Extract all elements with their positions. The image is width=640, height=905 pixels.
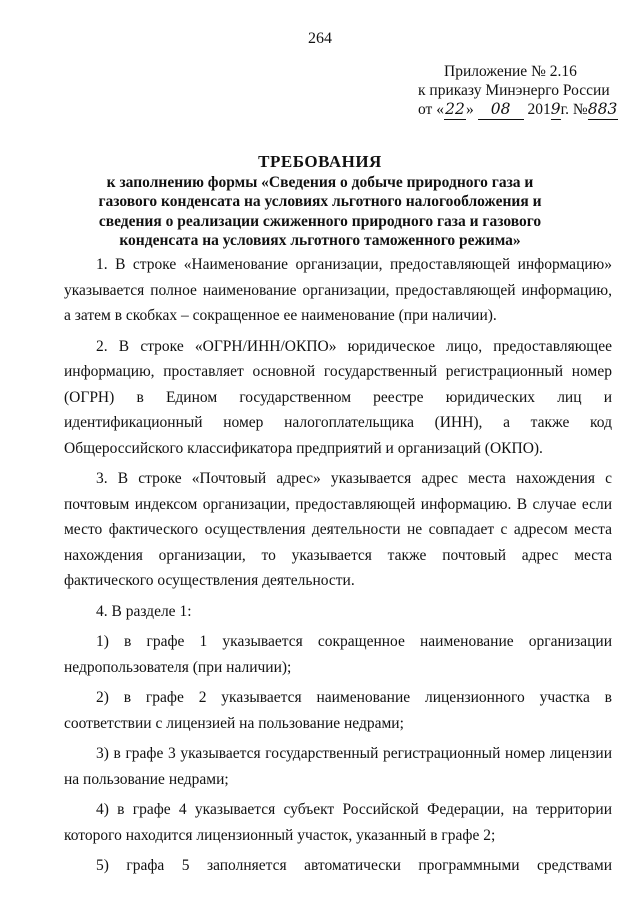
paragraph-2: 2. В строке «ОГРН/ИНН/ОКПО» юридическое лицо, предоставляющее информацию, проставляет основной государственный регистрационный номер (ОГРН) в Едином государственном реестре юридических лиц и идентификационный номер налогоплательщика (ИНН), а также код Общероссийского классификатора предприятий и организаций (ОКПО). [64, 337, 612, 457]
document-body [64, 252, 612, 884]
date-day-handwritten: 22 [445, 100, 465, 118]
paragraph-3: 3. В строке «Почтовый адрес» указывается адрес места нахождения с почтовым индексом организации, предоставляющей информацию. В случае если место фактического осуществления деятельности не совпадает с адресом места нахождения организации, то указывается также почтовый адрес места фактического осуществления деятельности. [64, 470, 612, 589]
date-year-prefix: 201 [527, 101, 551, 118]
paragraph-4: 4. В разделе 1: [96, 602, 192, 620]
heading-subtitle: к заполнению формы «Сведения о добыче природного газа и газового конденсата на условиях льготного налогообложения и сведения о реализации сжиженного природного газа и газового конденсата на условиях льготного таможенного режима» [98, 173, 542, 249]
document-heading [90, 152, 550, 251]
date-mid: » [465, 101, 474, 118]
paragraph-4-item-5: 5) графа 5 заполняется автоматически программными средствами [96, 857, 612, 874]
appendix-block [418, 62, 628, 120]
date-year-handwritten: 9 [550, 100, 561, 118]
paragraph-4-item-4: 4) в графе 4 указывается субъект Российской Федерации, на территории которого находится лицензионный участок, указанный в графе 2; [64, 801, 612, 844]
paragraph-4-item-3: 3) в графе 3 указывается государственный регистрационный номер лицензии на пользование недрами; [64, 745, 612, 788]
date-month-handwritten: 08 [478, 100, 524, 120]
appendix-line-2: к приказу Минэнерго России [418, 82, 610, 99]
page-number: 264 [308, 30, 332, 47]
paragraph-4-item-2: 2) в графе 2 указывается наименование лицензионного участка в соответствии с лицензией на пользование недрами; [64, 689, 612, 732]
appendix-date-line [418, 100, 628, 120]
paragraph-4-item-1: 1) в графе 1 указывается сокращенное наименование организации недропользователя (при наличии); [64, 633, 612, 676]
date-prefix: от « [418, 101, 444, 118]
paragraph-1: 1. В строке «Наименование организации, предоставляющей информацию» указывается полное наименование организации, предоставляющей информацию, а затем в скобках – сокращенное ее наименование (при наличии). [64, 256, 612, 324]
appendix-line-1: Приложение № 2.16 [444, 63, 577, 80]
order-number-handwritten: 883 [587, 100, 618, 118]
date-suffix: г. № [560, 101, 588, 118]
heading-title: ТРЕБОВАНИЯ [258, 152, 382, 171]
